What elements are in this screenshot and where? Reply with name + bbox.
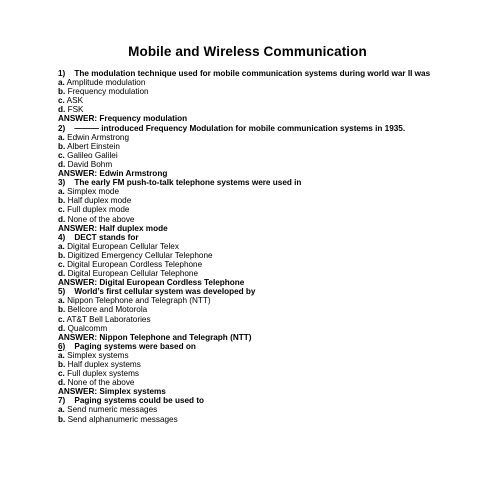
option-c: c. Galileo Galilei [58,150,118,160]
option-c: c. Full duplex systems [58,369,140,379]
question-text: Paging systems were based on [74,341,196,351]
answer-3: ANSWER: Half duplex mode [58,223,168,233]
question-text: World’s first cellular system was developed by [74,287,256,297]
answer-6: ANSWER: Simplex systems [58,387,166,397]
option-d: d. David Bohm [58,159,113,169]
option-a: a. Amplitude modulation [58,78,146,88]
option-a: a. Simplex mode [58,187,120,197]
question-number: 5) [58,287,66,297]
question-7 [58,396,468,405]
answer-2: ANSWER: Edwin Armstrong [58,169,168,179]
question-5 [58,287,468,296]
option-b: b. Half duplex systems [58,360,141,369]
option-d: d. None of the above [58,214,135,224]
question-text: ——— introduced Frequency Modulation for mobile communication systems in 1935. [74,123,406,133]
option-c: c. Full duplex mode [58,205,130,215]
question-number: 6) [58,341,66,351]
question-text: The modulation technique used for mobile communication systems during world war II was [74,69,431,78]
option-b: b. Send alphanumeric messages [58,414,178,424]
question-4 [58,233,468,242]
option-d: d. None of the above [58,378,135,388]
question-number: 1) [58,69,66,78]
option-a: a. Simplex systems [58,350,129,360]
question-text: Paging systems could be used to [74,396,205,406]
option-b: b. Bellcore and Motorola [58,305,148,315]
option-c: c. AT&T Bell Laboratories [58,314,151,324]
option-d: d. FSK [58,105,84,115]
option-a: a. Send numeric messages [58,405,158,415]
option-c: c. ASK [58,96,84,106]
question-2 [58,124,468,133]
question-3 [58,178,468,187]
option-b: b. Frequency modulation [58,87,149,97]
question-list [58,69,468,424]
option-c: c. Digital European Cordless Telephone [58,259,203,269]
option-b: b. Albert Einstein [58,141,120,151]
page-title: Mobile and Wireless Communication [128,44,367,59]
question-number: 4) [58,232,66,242]
question-1 [58,69,468,78]
option-d: d. Digital European Cellular Telephone [58,269,199,279]
option-d: d. Qualcomm [58,323,108,333]
question-6 [58,342,468,351]
answer-1: ANSWER: Frequency modulation [58,114,188,124]
option-a: a. Nippon Telephone and Telegraph (NTT) [58,296,211,306]
question-text: The early FM push-to-talk telephone systems were used in [74,178,302,188]
answer-5: ANSWER: Nippon Telephone and Telegraph (NTT) [58,332,252,342]
option-a: a. Digital European Cellular Telex [58,241,179,251]
question-text: DECT stands for [74,232,139,242]
answer-4: ANSWER: Digital European Cordless Telephone [58,278,245,288]
question-number: 2) [58,123,66,133]
question-number: 3) [58,178,66,188]
question-number: 7) [58,396,66,406]
option-b: b. Digitized Emergency Cellular Telephone [58,250,213,260]
option-a: a. Edwin Armstrong [58,132,130,142]
option-b: b. Half duplex mode [58,196,132,206]
